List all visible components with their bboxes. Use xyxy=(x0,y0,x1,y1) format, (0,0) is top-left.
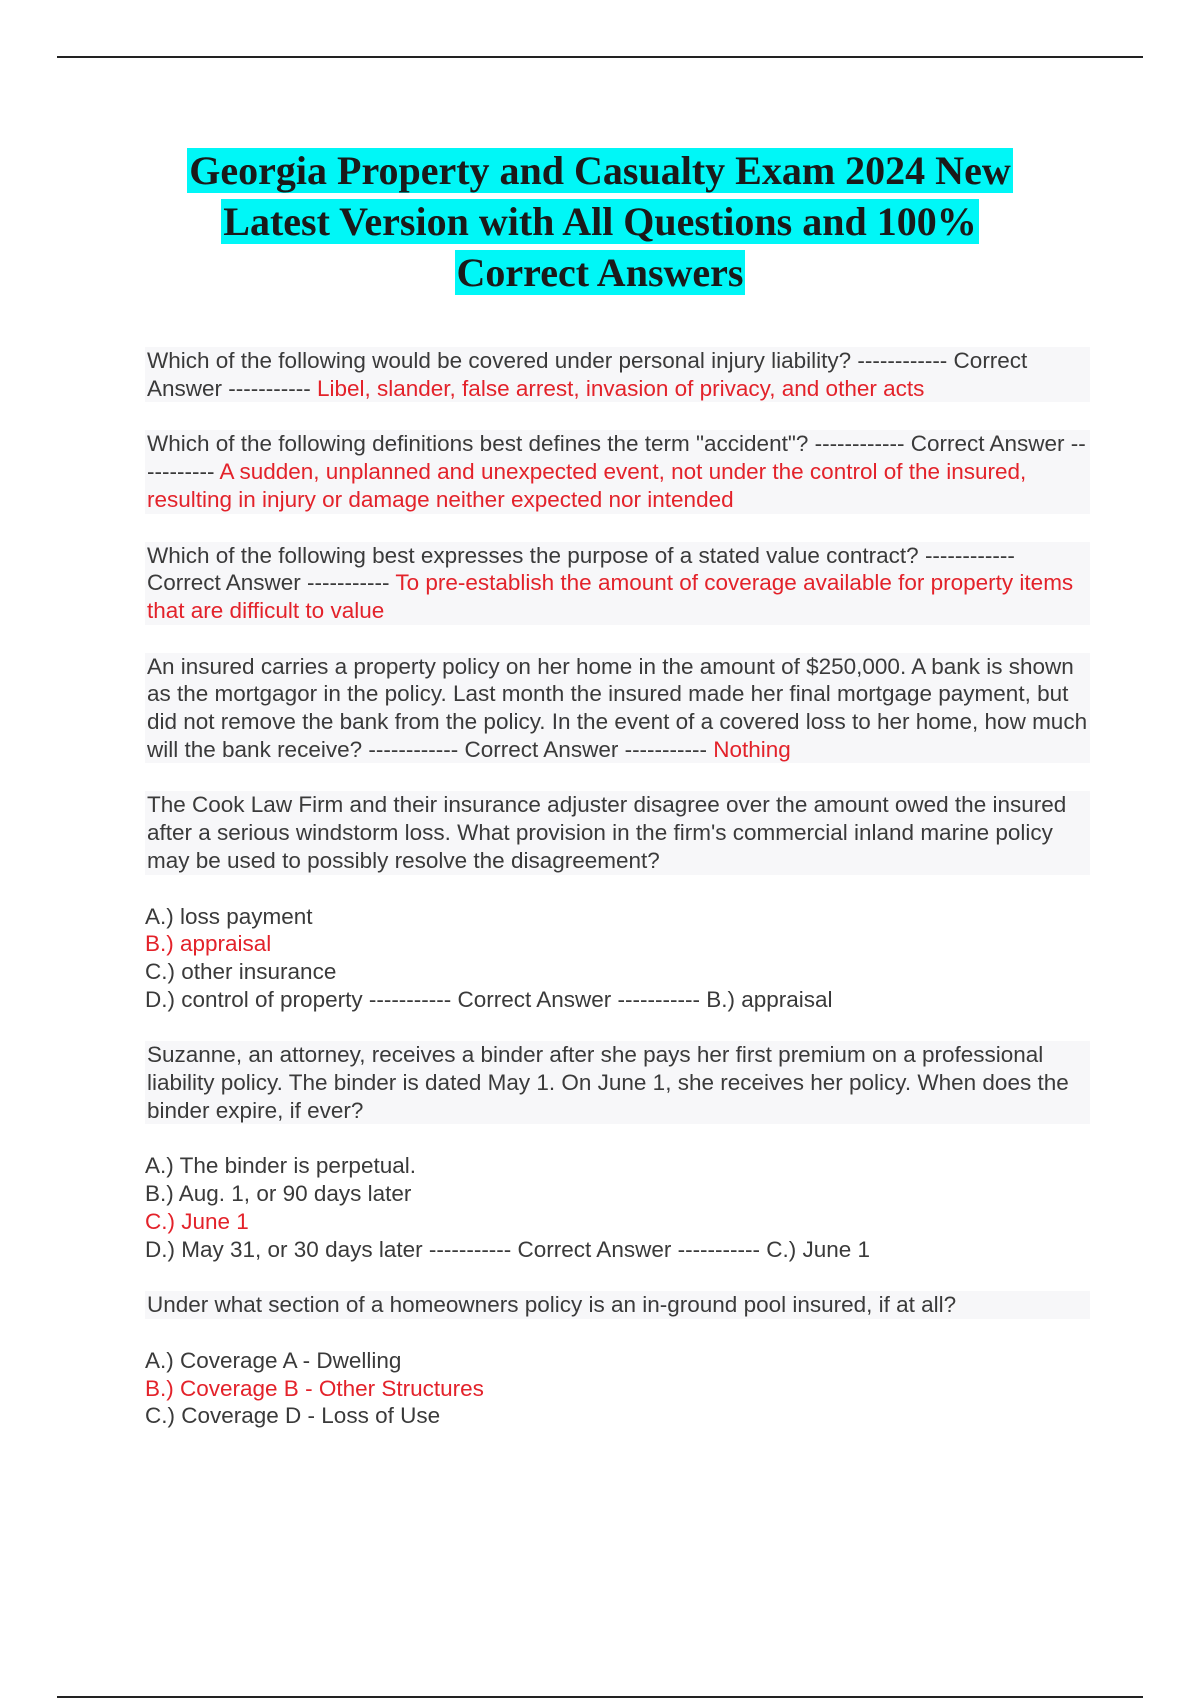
question-5-options xyxy=(145,903,1090,1014)
question-3-answer: To pre-establish the amount of coverage available for property items that are difficult to value xyxy=(147,570,1074,623)
question-5 xyxy=(145,791,1090,874)
question-6-text: Suzanne, an attorney, receives a binder after she pays her first premium on a professional liability policy. The binder is dated May 1. On June 1, she receives her policy. When does the binder expire, if ever? xyxy=(147,1042,1069,1123)
option-b-correct: B.) Coverage B - Other Structures xyxy=(145,1375,484,1401)
document-title xyxy=(80,145,1120,298)
title-line-1: Georgia Property and Casualty Exam 2024 New xyxy=(189,148,1011,193)
question-5-text: The Cook Law Firm and their insurance adjuster disagree over the amount owed the insured after a serious windstorm loss. What provision in the firm's commercial inland marine policy may be used to possibly resolve the disagreement? xyxy=(147,792,1067,873)
top-rule xyxy=(57,56,1143,58)
question-1-text: Which of the following would be covered under personal injury liability? ------------ Correct Answer ----------- xyxy=(147,348,1028,401)
question-7-options xyxy=(145,1347,1090,1430)
option-c: C.) Coverage D - Loss of Use xyxy=(145,1403,441,1429)
option-b: B.) Aug. 1, or 90 days later xyxy=(145,1181,412,1207)
title-line-3: Correct Answers xyxy=(456,250,744,295)
question-6 xyxy=(145,1041,1090,1124)
question-7-text: Under what section of a homeowners policy is an in-ground pool insured, if at all? xyxy=(147,1292,957,1318)
option-c-correct: C.) June 1 xyxy=(145,1208,249,1234)
question-1-answer: Libel, slander, false arrest, invasion of privacy, and other acts xyxy=(316,375,925,401)
question-7 xyxy=(145,1291,1090,1319)
option-a: A.) loss payment xyxy=(145,903,313,929)
question-3-text: Which of the following best expresses the purpose of a stated value contract? ------------ Correct Answer ----------- xyxy=(147,542,1015,596)
question-2-text: Which of the following definitions best defines the term "accident"? ------------ Correct Answer ----------- xyxy=(147,431,1086,485)
option-b-correct: B.) appraisal xyxy=(145,931,272,957)
question-6-options xyxy=(145,1152,1090,1263)
question-2-answer: A sudden, unplanned and unexpected event, not under the control of the insured, resulting in injury or damage neither expected nor intended xyxy=(147,459,1027,512)
question-2 xyxy=(145,430,1090,513)
title-line-2: Latest Version with All Questions and 100% xyxy=(223,199,977,244)
option-c: C.) other insurance xyxy=(145,958,337,984)
question-4-answer: Nothing xyxy=(713,736,791,762)
bottom-rule xyxy=(57,1696,1143,1698)
option-a: A.) The binder is perpetual. xyxy=(145,1153,416,1179)
document-body xyxy=(145,347,1090,1458)
question-1 xyxy=(145,347,1090,402)
question-4 xyxy=(145,653,1090,764)
option-d-with-answer: D.) May 31, or 30 days later ----------- Correct Answer ----------- C.) June 1 xyxy=(145,1236,871,1262)
option-a: A.) Coverage A - Dwelling xyxy=(145,1347,402,1373)
question-3 xyxy=(145,542,1090,625)
option-d-with-answer: D.) control of property ----------- Correct Answer ----------- B.) appraisal xyxy=(145,986,833,1012)
question-4-text: An insured carries a property policy on her home in the amount of $250,000. A bank is shown as the mortgagor in the policy. Last month the insured made her final mortgage payment, but did not remove the bank from the policy. In the event of a covered loss to her home, how much will the bank receive? ------------ Correct Answer ----------- xyxy=(147,653,1088,762)
